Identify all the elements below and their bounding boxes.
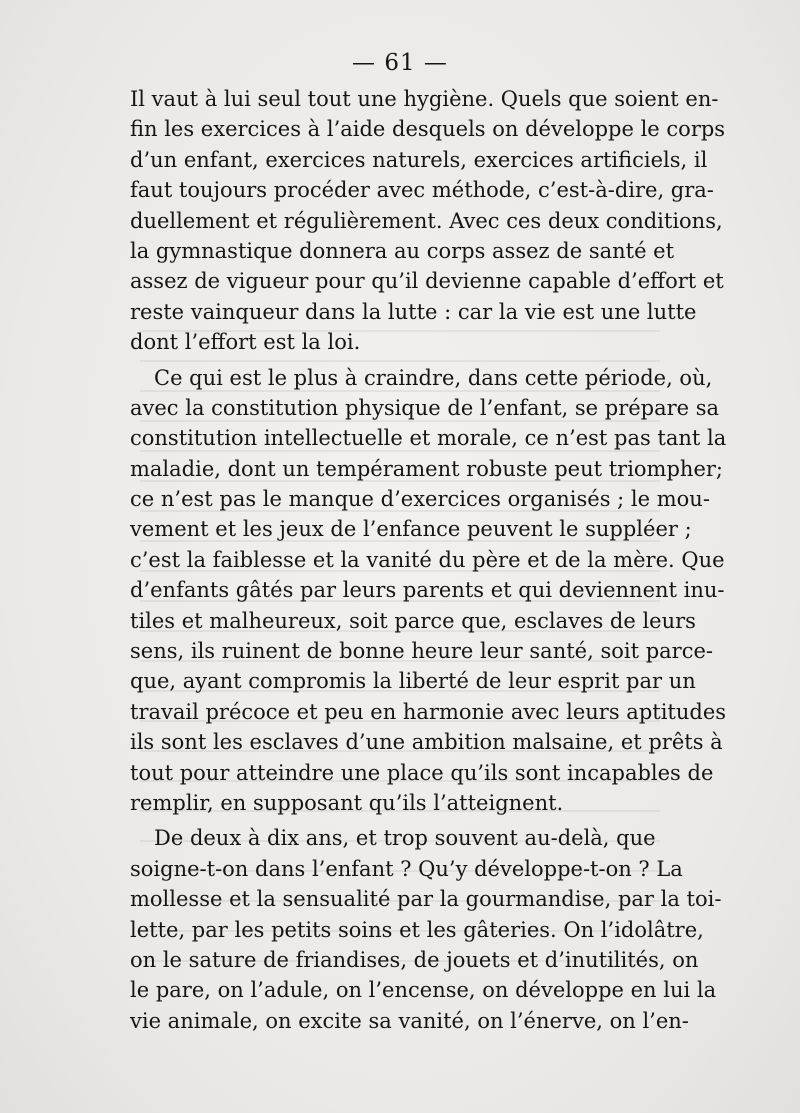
body-text [130,84,727,1036]
text-line: soigne-t-on dans l’enfant ? Qu’y développe-t-on ? La [130,856,683,881]
text-line: faut toujours procéder avec méthode, c’est-à-dire, gra- [130,178,714,203]
text-line: travail précoce et peu en harmonie avec leurs aptitudes [130,699,727,724]
text-line: Ce qui est le plus à craindre, dans cette période, où, [154,365,713,390]
text-line: le pare, on l’adule, on l’encense, on développe en lui la [130,978,717,1003]
text-line: la gymnastique donnera au corps assez de santé et [130,238,675,263]
text-line: on le sature de friandises, de jouets et d’inutilités, on [130,947,699,972]
page-number: — 61 — [352,50,448,76]
text-line: tiles et malheureux, soit parce que, esclaves de leurs [130,608,696,633]
text-line: avec la constitution physique de l’enfant, se prépare sa [130,395,720,420]
paragraph [130,823,722,1036]
text-line: que, ayant compromis la liberté de leur esprit par un [130,669,696,694]
text-line: De deux à dix ans, et trop souvent au-delà, que [154,826,656,851]
text-line: lette, par les petits soins et les gâteries. On l’idolâtre, [130,917,704,942]
text-line: reste vainqueur dans la lutte : car la vie est une lutte [130,299,697,324]
text-line: mollesse et la sensualité par la gourmandise, par la toi- [130,887,722,912]
text-line: ce n’est pas le manque d’exercices organisés ; le mou- [130,487,710,512]
text-line: fin les exercices à l’aide desquels on développe le corps [130,117,726,142]
text-line: vement et les jeux de l’enfance peuvent le suppléer ; [130,517,692,542]
text-line: maladie, dont un tempérament robuste peut triompher; [130,456,723,481]
text-line: sens, ils ruinent de bonne heure leur santé, soit parce- [130,639,713,664]
text-line: tout pour atteindre une place qu’ils sont incapables de [130,760,714,785]
text-line: d’un enfant, exercices naturels, exercices artificiels, il [130,147,708,172]
text-line: dont l’effort est la loi. [130,330,361,355]
text-line: vie animale, on excite sa vanité, on l’énerve, on l’en- [130,1008,689,1033]
text-line: remplir, en supposant qu’ils l’atteignent. [130,790,564,815]
text-line: constitution intellectuelle et morale, ce n’est pas tant la [130,426,727,451]
text-line: ils sont les esclaves d’une ambition malsaine, et prêts à [130,730,723,755]
text-line: Il vaut à lui seul tout une hygiène. Quels que soient en- [130,87,719,111]
text-line: duellement et régulièrement. Avec ces deux conditions, [130,208,723,233]
text-line: d’enfants gâtés par leurs parents et qui deviennent inu- [130,578,725,603]
text-line: c’est la faiblesse et la vanité du père et de la mère. Que [130,547,725,572]
paragraph [130,84,726,358]
text-line: assez de vigueur pour qu’il devienne capable d’effort et [130,269,724,294]
paragraph [130,363,727,819]
